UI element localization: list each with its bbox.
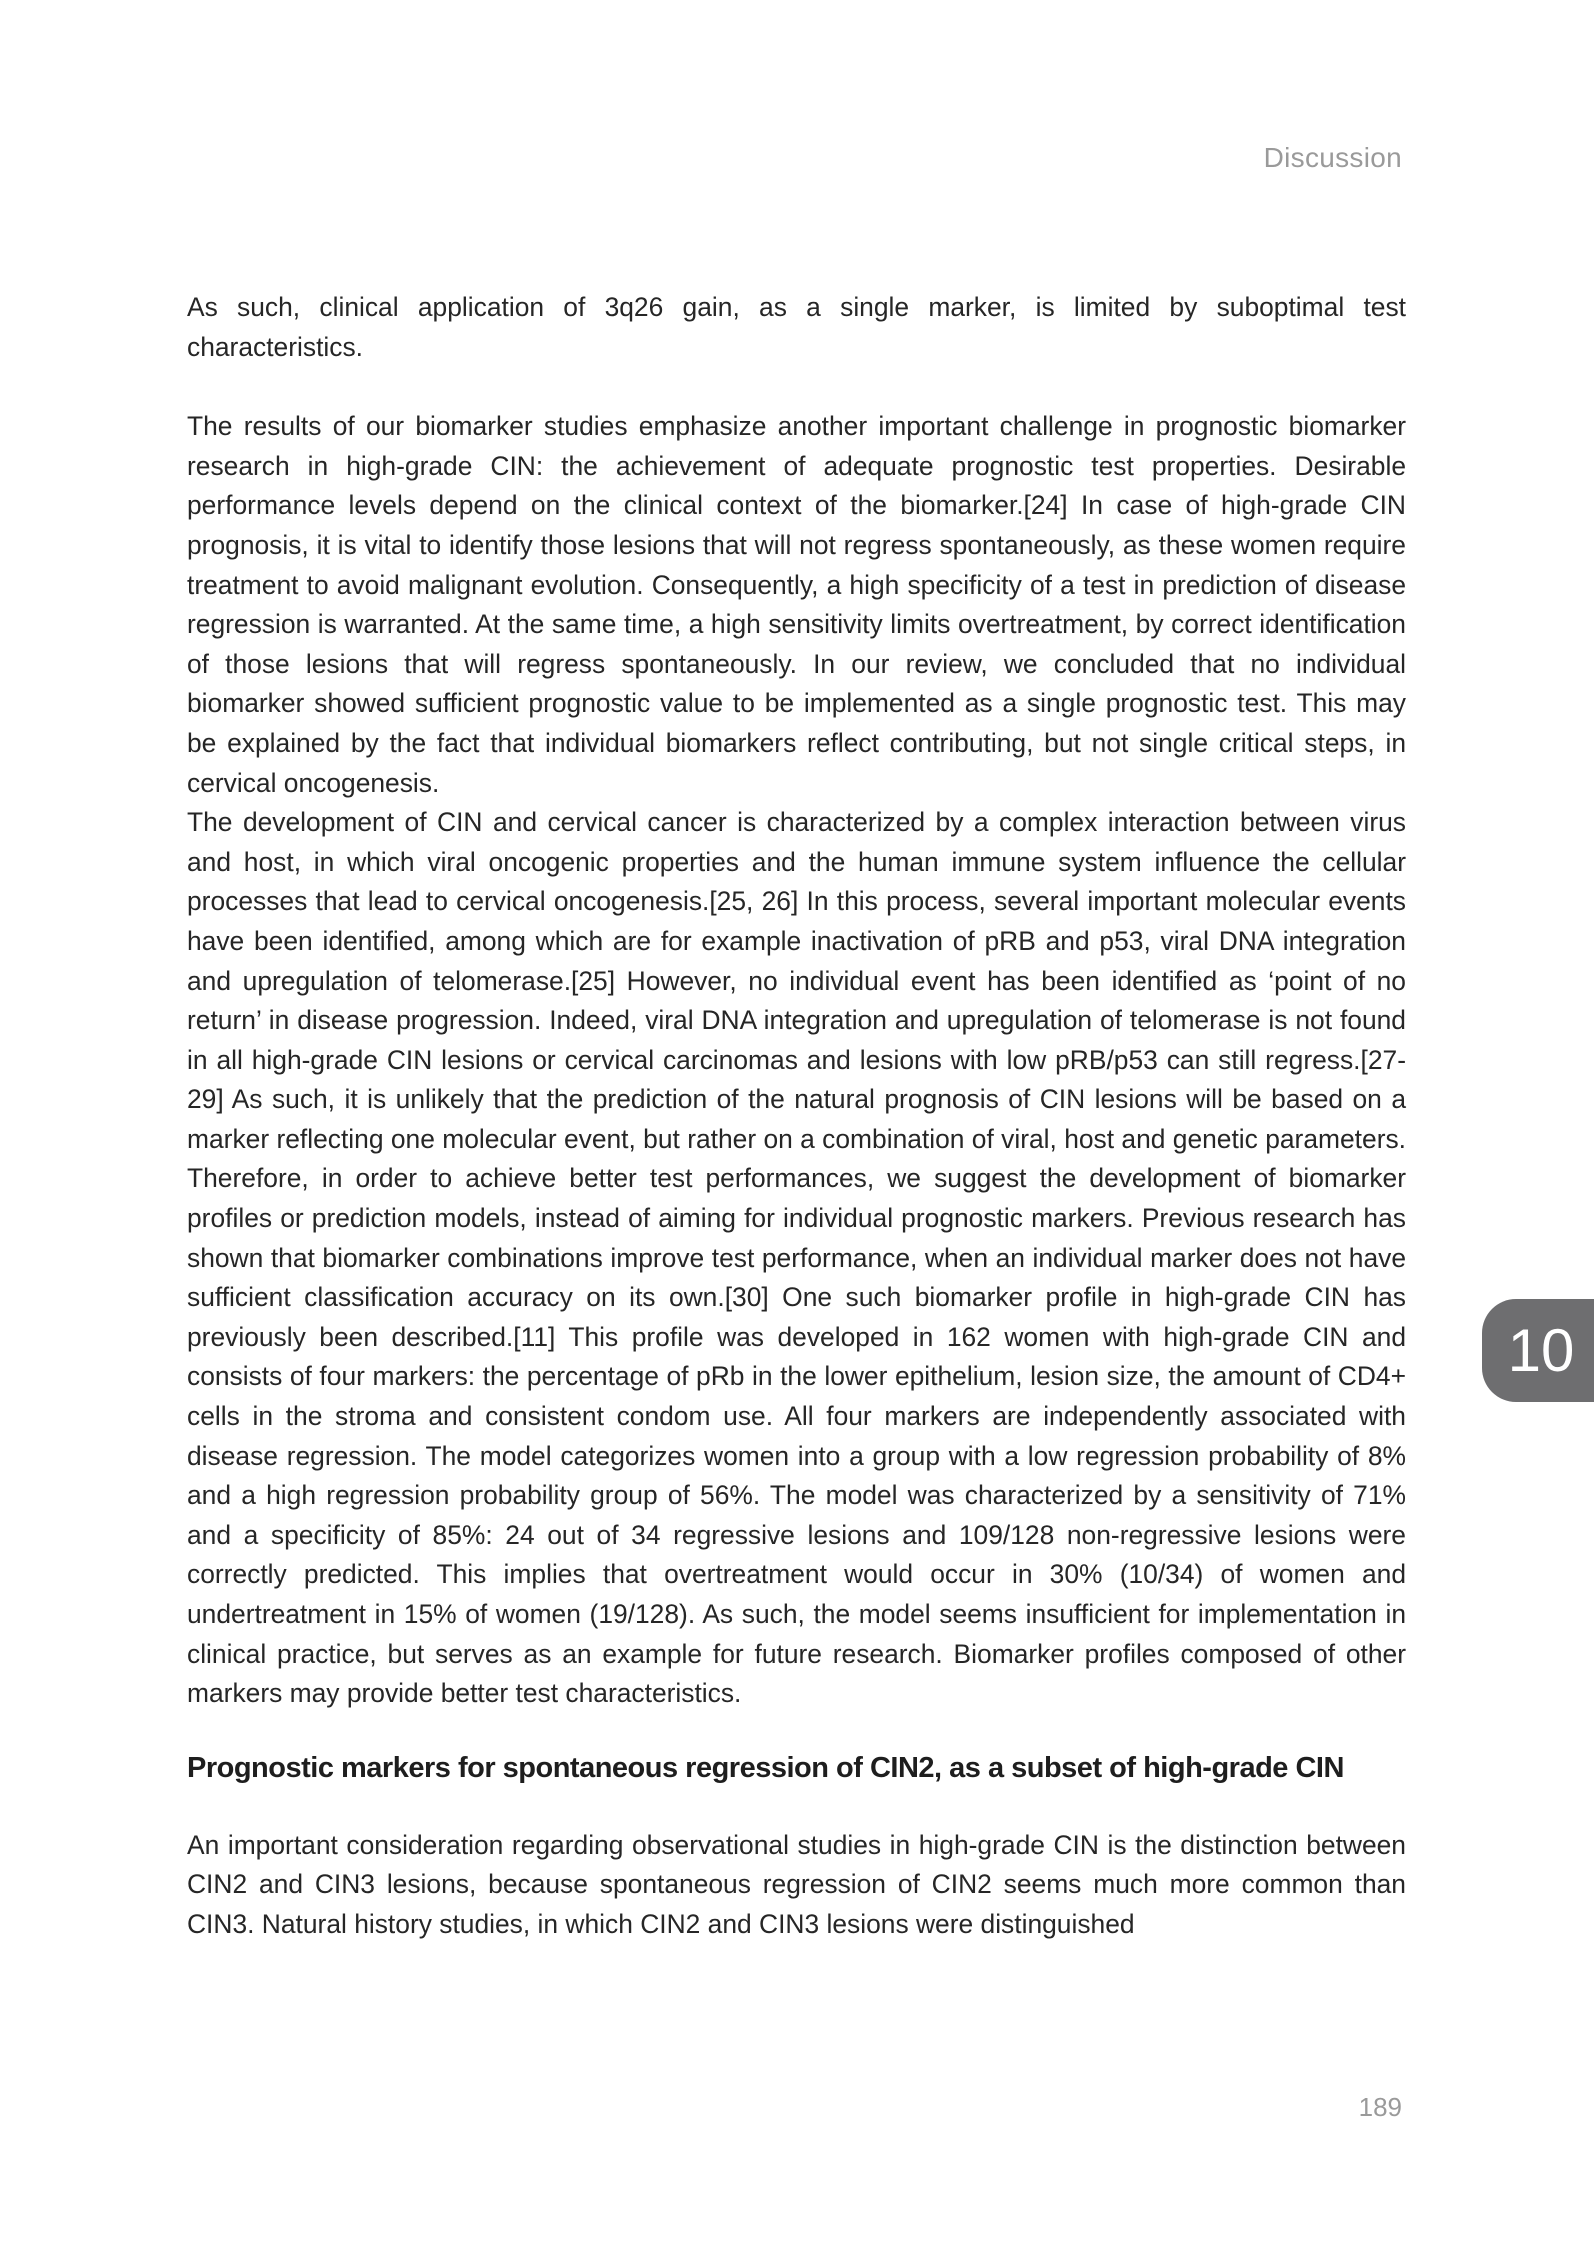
paragraph-biomarker-challenge: The results of our biomarker studies emphasize another important challenge in prognostic biomarker research in high-grade CIN: the achievement of adequate prognostic test properties. Desirable performance levels depend on the clinical context of the biomarker.[24] In case of high-grade CIN prognosis, it is vital to identify those lesions that will not regress spontaneously, as these women require treatment to avoid malignant evolution. Consequently, a high specificity of a test in prediction of disease regression is warranted. At the same time, a high sensitivity limits overtreatment, by correct identification of those lesions that will regress spontaneously. In our review, we concluded that no individual biomarker showed sufficient prognostic value to be implemented as a single prognostic test. This may be explained by the fact that individual biomarkers reflect contributing, but not single critical steps, in cervical oncogenesis. (187, 411, 1406, 798)
page-number: 189 (1358, 2092, 1402, 2122)
page-body (187, 288, 1406, 1945)
paragraph-cin-development: The development of CIN and cervical cancer is characterized by a complex interaction between virus and host, in which viral oncogenic properties and the human immune system influence the cellular processes that lead to cervical oncogenesis.[25, 26] In this process, several important molecular events have been identified, among which are for example inactivation of pRB and p53, viral DNA integration and upregulation of telomerase.[25] However, no individual event has been identified as ‘point of no return’ in disease progression. Indeed, viral DNA integration and upregulation of telomerase is not found in all high-grade CIN lesions or cervical carcinomas and lesions with low pRB/p53 can still regress.[27-29] As such, it is unlikely that the prediction of the natural prognosis of CIN lesions will be based on a marker reflecting one molecular event, but rather on a combination of viral, host and genetic parameters. Therefore, in order to achieve better test performances, we suggest the development of biomarker profiles or prediction models, instead of aiming for individual prognostic markers. Previous research has shown that biomarker combinations improve test performance, when an individual marker does not have sufficient classification accuracy on its own.[30] One such biomarker profile in high-grade CIN has previously been described.[11] This profile was developed in 162 women with high-grade CIN and consists of four markers: the percentage of pRb in the lower epithelium, lesion size, the amount of CD4+ cells in the stroma and consistent condom use. All four markers are independently associated with disease regression. The model categorizes women into a group with a low regression probability of 8% and a high regression probability group of 56%. The model was characterized by a sensitivity of 71% and a specificity of 85%: 24 out of 34 regressive lesions and 109/128 non-regressive lesions were correctly predicted. This implies that overtreatment would occur in 30% (10/34) of women and undertreatment in 15% of women (19/128). As such, the model seems insufficient for implementation in clinical practice, but serves as an example for future research. Biomarker profiles composed of other markers may provide better test characteristics. (187, 807, 1407, 1709)
paragraph-3q26-gain: As such, clinical application of 3q26 gain, as a single marker, is limited by suboptimal test characteristics. (187, 292, 1406, 362)
section-heading: Prognostic markers for spontaneous regression of CIN2, as a subset of high-grade CIN (187, 1751, 1344, 1784)
running-header: Discussion (1263, 142, 1402, 173)
paragraph-cin2-cin3-distinction: An important consideration regarding observational studies in high-grade CIN is the distinction between CIN2 and CIN3 lesions, because spontaneous regression of CIN2 seems much more common than CIN3. Natural history studies, in which CIN2 and CIN3 lesions were distinguished (187, 1829, 1406, 1939)
chapter-tab: 10 (1482, 1299, 1594, 1402)
